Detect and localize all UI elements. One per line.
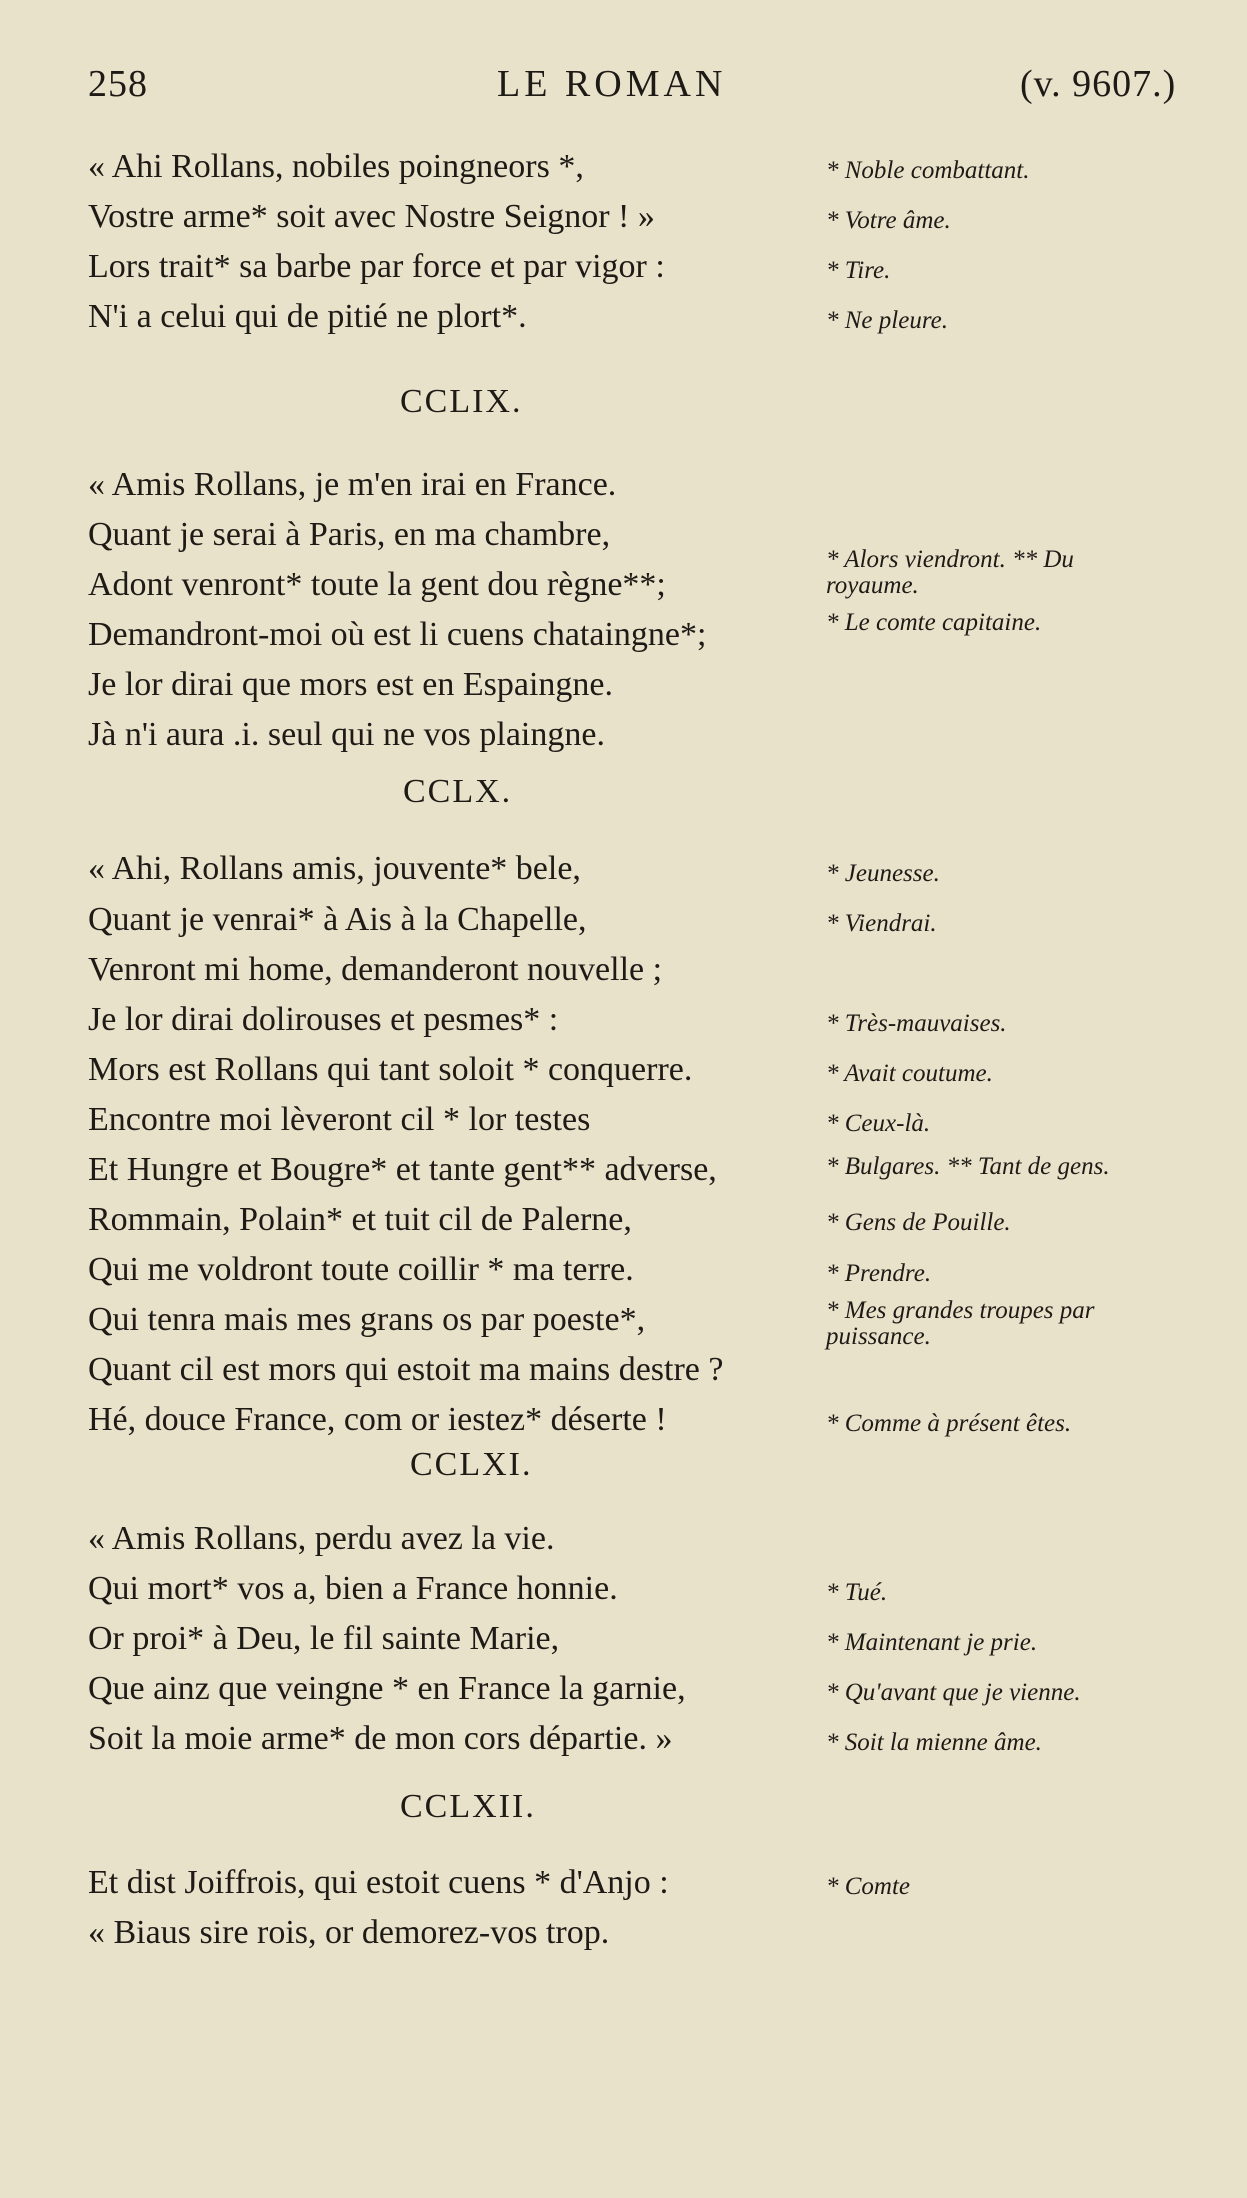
verse-line: Demandront-moi où est li cuens chataingne*; [88,616,707,653]
verse-line: « Biaus sire rois, or demorez-vos trop. [88,1914,610,1951]
verse-line: « Ahi, Rollans amis, jouvente* bele, [88,850,581,887]
footnote: * Comme à présent êtes. [826,1410,1072,1437]
verse-line: Et Hungre et Bougre* et tante gent** adverse, [88,1151,717,1188]
footnote: * Tire. [826,257,891,284]
verse-line: Quant je venrai* à Ais à la Chapelle, [88,901,587,938]
footnote: * Viendrai. [826,910,937,937]
verse-line: « Amis Rollans, je m'en irai en France. [88,466,617,503]
verse-line: Venront mi home, demanderont nouvelle ; [88,951,663,988]
verse-line: Quant cil est mors qui estoit ma mains destre ? [88,1351,724,1388]
footnote: * Avait coutume. [826,1060,993,1087]
footnote: * Noble combattant. [826,157,1030,184]
verse-line: Or proi* à Deu, le fil sainte Marie, [88,1620,560,1657]
footnote: * Jeunesse. [826,860,940,887]
stanza-heading: CCLXII. [400,1788,536,1825]
verse-line: Que ainz que veingne * en France la garnie, [88,1670,686,1707]
verse-line: Qui mort* vos a, bien a France honnie. [88,1570,618,1607]
verse-line: Encontre moi lèveront cil * lor testes [88,1101,591,1138]
footnote: * Très-mauvaises. [826,1010,1007,1037]
page-number: 258 [88,63,148,105]
stanza-heading: CCLX. [403,773,513,810]
footnote: * Prendre. [826,1260,932,1287]
footnote: * Comte [826,1873,911,1900]
footnote: * Bulgares. ** Tant de gens. [826,1153,1110,1180]
verse-line: Jà n'i aura .i. seul qui ne vos plaingne. [88,716,605,753]
verse-line: Vostre arme* soit avec Nostre Seignor ! » [88,198,655,235]
footnote: * Ceux-là. [826,1110,931,1137]
verse-line: Soit la moie arme* de mon cors départie. » [88,1720,673,1757]
footnote: * Le comte capitaine. [826,609,1042,636]
verse-line: Quant je serai à Paris, en ma chambre, [88,516,611,553]
verse-line: Rommain, Polain* et tuit cil de Palerne, [88,1201,632,1238]
verse-line: Lors trait* sa barbe par force et par vigor : [88,248,665,285]
verse-line: Et dist Joiffrois, qui estoit cuens * d'Anjo : [88,1864,669,1901]
verse-line: Je lor dirai que mors est en Espaingne. [88,666,613,703]
footnote: * Ne pleure. [826,307,948,334]
footnote: * Tué. [826,1579,888,1606]
verse-line: N'i a celui qui de pitié ne plort*. [88,298,527,335]
verse-line: Qui tenra mais mes grans os par poeste*, [88,1301,646,1338]
stanza-heading: CCLIX. [400,383,523,420]
verse-line: Je lor dirai dolirouses et pesmes* : [88,1001,559,1038]
verse-reference: (v. 9607.) [1020,63,1177,105]
footnote: * Mes grandes troupes par puissance. [826,1297,1095,1351]
footnote: * Gens de Pouille. [826,1209,1011,1236]
footnote: * Alors viendront. ** Du royaume. [826,546,1074,600]
verse-line: Qui me voldront toute coillir * ma terre. [88,1251,634,1288]
verse-line: Hé, douce France, com or iestez* déserte ! [88,1401,667,1438]
stanza-heading: CCLXI. [410,1446,533,1483]
footnote: * Votre âme. [826,207,951,234]
verse-line: Mors est Rollans qui tant soloit * conquerre. [88,1051,693,1088]
verse-line: « Ahi Rollans, nobiles poingneors *, [88,148,584,185]
footnote: * Maintenant je prie. [826,1629,1038,1656]
verse-line: « Amis Rollans, perdu avez la vie. [88,1520,555,1557]
running-title: LE ROMAN [497,63,727,105]
footnote: * Soit la mienne âme. [826,1729,1042,1756]
footnote: * Qu'avant que je vienne. [826,1679,1081,1706]
verse-line: Adont venront* toute la gent dou règne**; [88,566,666,603]
